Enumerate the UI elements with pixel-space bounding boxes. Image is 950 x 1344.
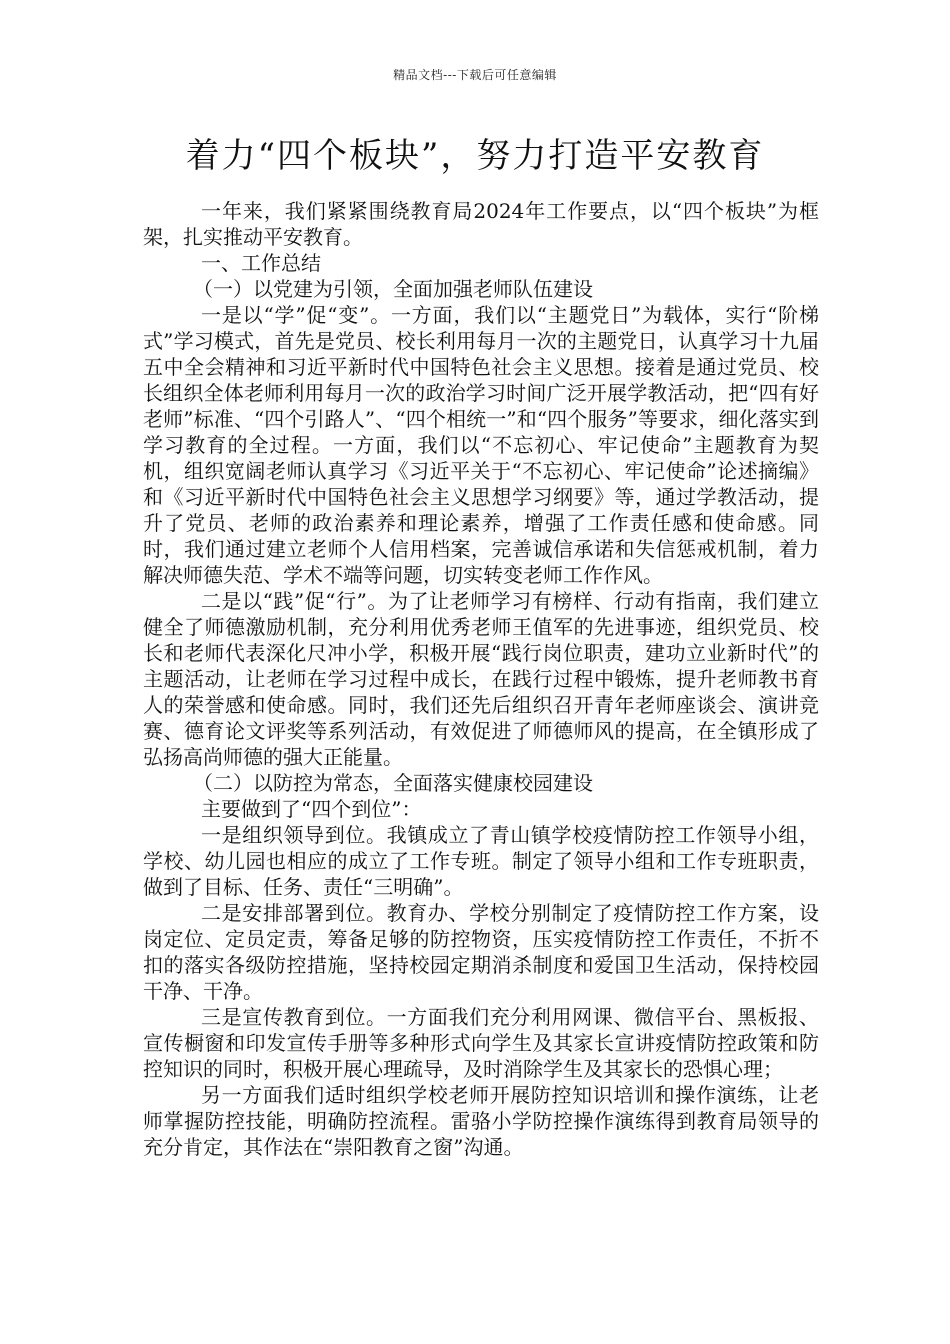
document-body bbox=[143, 198, 819, 1160]
body-paragraph: 二是以“践”促“行”。为了让老师学习有榜样、行动有指南，我们建立健全了师德激励机制，充分利用优秀老师王值军的先进事迹，组织党员、校长和老师代表深化尺冲小学，积极开展“践行岗位职责，建功立业新时代”的主题活动，让老师在学习过程中成长，在践行过程中锻炼，提升老师教书育人的荣誉感和使命感。同时，我们还先后组织召开青年老师座谈会、演讲竞赛、德育论文评奖等系列活动，有效促进了师德师风的提高，在全镇形成了弘扬高尚师德的强大正能量。 bbox=[143, 589, 819, 769]
body-paragraph: 主要做到了“四个到位”： bbox=[201, 797, 422, 821]
section-heading-work-summary: 一、工作总结 bbox=[201, 251, 321, 275]
subsection-heading-party-building: （一）以党建为引领，全面加强老师队伍建设 bbox=[193, 277, 593, 301]
body-paragraph: 一是组织领导到位。我镇成立了青山镇学校疫情防控工作领导小组，学校、幼儿园也相应的成立了工作专班。制定了领导小组和工作专班职责，做到了目标、任务、责任“三明确”。 bbox=[143, 823, 819, 899]
body-paragraph: 二是安排部署到位。教育办、学校分别制定了疫情防控工作方案，设岗定位、定员定责，筹备足够的防控物资，压实疫情防控工作责任，不折不扣的落实各级防控措施，坚持校园定期消杀制度和爱国卫生活动，保持校园干净、干净。 bbox=[143, 901, 819, 1003]
page-header: 精品文档---下载后可任意编辑 bbox=[393, 68, 557, 82]
body-paragraph: 一是以“学”促“变”。一方面，我们以“主题党日”为载体，实行“阶梯式”学习模式，首先是党员、校长利用每月一次的主题党日，认真学习十九届五中全会精神和习近平新时代中国特色社会主义思想。接着是通过党员、校长组织全体老师利用每月一次的政治学习时间广泛开展学教活动，把“四有好老师”标准、“四个引路人”、“四个相统一”和“四个服务”等要求，细化落实到学习教育的全过程。一方面，我们以“不忘初心、牢记使命”主题教育为契机，组织宽阔老师认真学习《习近平关于“不忘初心、牢记使命”论述摘编》和《习近平新时代中国特色社会主义思想学习纲要》等，通过学教活动，提升了党员、老师的政治素养和理论素养，增强了工作责任感和使命感。同时，我们通过建立老师个人信用档案，完善诚信承诺和失信惩戒机制，着力解决师德失范、学术不端等问题，切实转变老师工作作风。 bbox=[143, 303, 819, 587]
body-paragraph: 三是宣传教育到位。一方面我们充分利用网课、微信平台、黑板报、宣传橱窗和印发宣传手册等多种形式向学生及其家长宣讲疫情防控政策和防控知识的同时，积极开展心理疏导，及时消除学生及其家长的恐惧心理； bbox=[143, 1005, 819, 1081]
body-paragraph: 另一方面我们适时组织学校老师开展防控知识培训和操作演练，让老师掌握防控技能，明确防控流程。雷骆小学防控操作演练得到教育局领导的充分肯定，其作法在“崇阳教育之窗”沟通。 bbox=[143, 1083, 819, 1159]
intro-paragraph: 一年来，我们紧紧围绕教育局2024年工作要点，以“四个板块”为框架，扎实推动平安教育。 bbox=[143, 199, 819, 249]
document-title: 着力“四个板块”，努力打造平安教育 bbox=[185, 136, 765, 176]
subsection-heading-prevention: （二）以防控为常态，全面落实健康校园建设 bbox=[193, 771, 593, 795]
